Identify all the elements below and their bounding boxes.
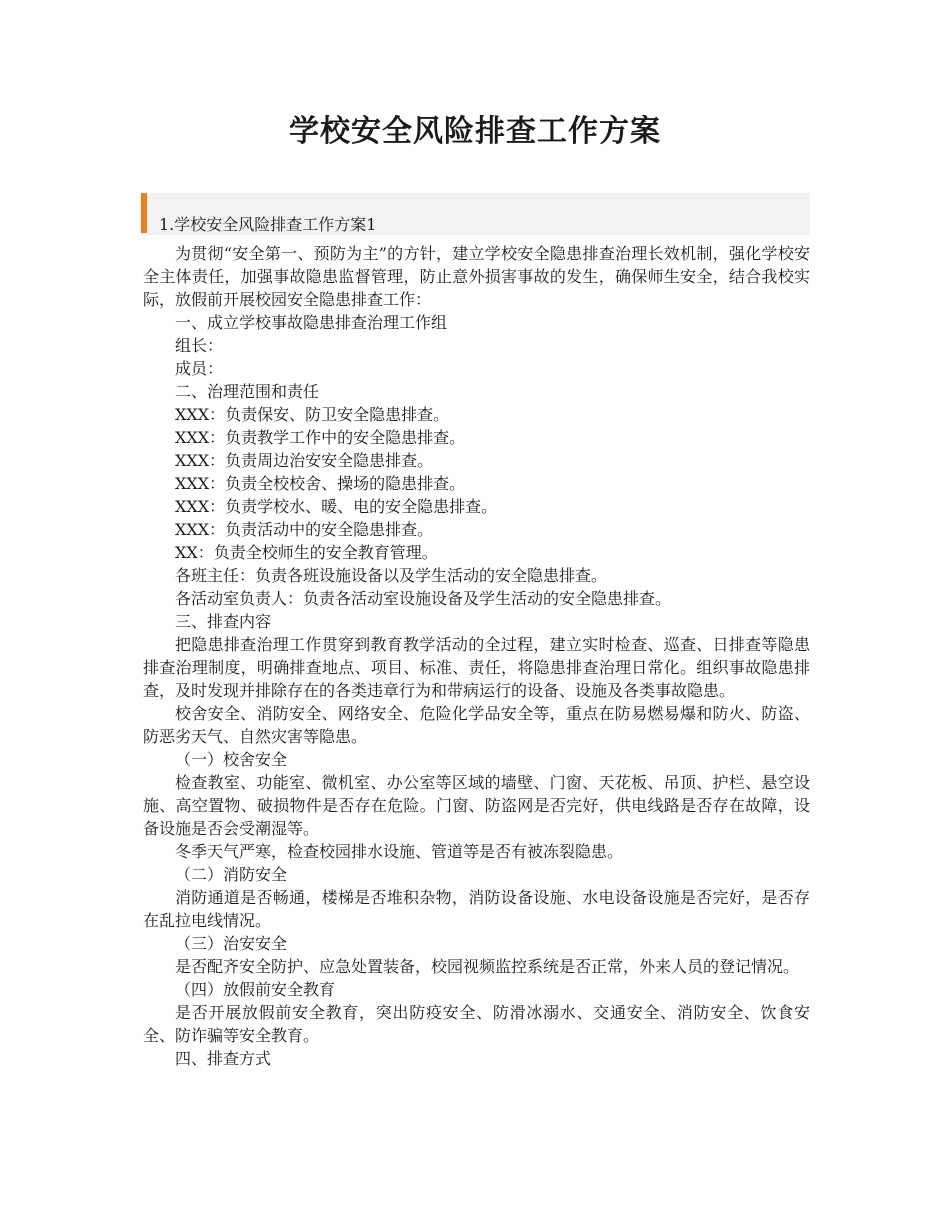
subheading: （三）治安安全 (175, 934, 288, 953)
paragraph: 是否开展放假前安全教育，突出防疫安全、防滑冰溺水、交通安全、消防安全、饮食安全、防诈骗等安全教育。 (143, 1003, 810, 1045)
subheading: （一）校舍安全 (175, 750, 288, 769)
paragraph: 为贯彻“安全第一、预防为主”的方针，建立学校安全隐患排查治理长效机制，强化学校安全主体责任，加强事故隐患监督管理，防止意外损害事故的发生，确保师生安全，结合我校实际，放假前开展校园安全隐患排查工作： (143, 244, 810, 309)
paragraph: XXX：负责全校校舍、操场的隐患排查。 (175, 474, 466, 493)
paragraph: 组长： (175, 336, 224, 355)
paragraph: 成员： (175, 359, 224, 378)
paragraph: 校舍安全、消防安全、网络安全、危险化学品安全等，重点在防易燃易爆和防火、防盗、防恶劣天气、自然灾害等隐患。 (143, 704, 810, 746)
paragraph: XX：负责全校师生的安全教育管理。 (175, 543, 438, 562)
heading-1: 一、成立学校事故隐患排查治理工作组 (175, 313, 448, 332)
page-title: 学校安全风险排查工作方案 (289, 114, 661, 149)
paragraph: XXX：负责周边治安安全隐患排查。 (175, 451, 434, 470)
paragraph: 把隐患排查治理工作贯穿到教育教学活动的全过程，建立实时检查、巡查、日排查等隐患排查治理制度，明确排查地点、项目、标准、责任，将隐患排查治理日常化。组织事故隐患排查，及时发现并排除存在的各类违章行为和带病运行的设备、设施及各类事故隐患。 (143, 635, 810, 700)
heading-4: 四、排查方式 (175, 1049, 272, 1068)
paragraph: XXX：负责保安、防卫安全隐患排查。 (175, 405, 450, 424)
paragraph: 各班主任：负责各班设施设备以及学生活动的安全隐患排查。 (175, 566, 608, 585)
heading-3: 三、排查内容 (175, 612, 272, 631)
paragraph: 检查教室、功能室、微机室、办公室等区域的墙壁、门窗、天花板、吊顶、护栏、悬空设施、高空置物、破损物件是否存在危险。门窗、防盗网是否完好，供电线路是否存在故障，设备设施是否会受潮湿等。 (143, 773, 810, 838)
paragraph: 各活动室负责人：负责各活动室设施设备及学生活动的安全隐患排查。 (175, 589, 672, 608)
paragraph: 消防通道是否畅通，楼梯是否堆积杂物，消防设备设施、水电设备设施是否完好，是否存在乱拉电线情况。 (143, 888, 810, 930)
paragraph: XXX：负责教学工作中的安全隐患排查。 (175, 428, 466, 447)
subheading: （四）放假前安全教育 (175, 980, 336, 999)
document-body (143, 242, 810, 1070)
subheading: （二）消防安全 (175, 865, 288, 884)
heading-2: 二、治理范围和责任 (175, 382, 320, 401)
paragraph: 冬季天气严寒，检查校园排水设施、管道等是否有被冻裂隐患。 (175, 842, 624, 861)
paragraph: XXX：负责活动中的安全隐患排查。 (175, 520, 434, 539)
section-header (141, 193, 810, 235)
paragraph: 是否配齐安全防护、应急处置装备，校园视频监控系统是否正常，外来人员的登记情况。 (175, 957, 800, 976)
paragraph: XXX：负责学校水、暖、电的安全隐患排查。 (175, 497, 498, 516)
section-title: 1.学校安全风险排查工作方案1 (159, 215, 377, 234)
accent-bar (141, 193, 147, 233)
